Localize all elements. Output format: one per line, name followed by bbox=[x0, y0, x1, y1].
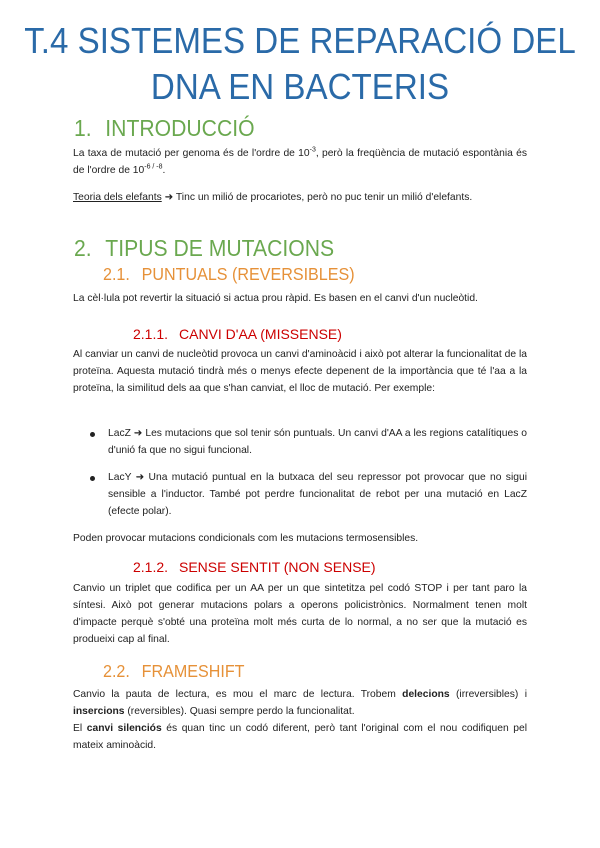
sense-sentit-paragraph: Canvio un triplet que codifica per un AA per un que sintetitza pel codó STOP i per tant paro la síntesi. Això pot generar mutacions polars a operons policistrònics. Normalment tenen molt d'impacte perquè s'obté una proteïna molt més curta de lo normal, a no ser que la mutació es produeixi cap al final. bbox=[73, 583, 527, 645]
title-line-2: DNA EN BACTERIS bbox=[150, 66, 450, 107]
bullet-lacy: LacY ➜ Una mutació puntual en la butxaca del seu repressor pot provocar que no sigui sensible a l'inductor. També pot perdre funcionalitat de rebot per una mutació en LacZ (efecte polar). bbox=[108, 472, 527, 517]
heading-tipus-mutacions bbox=[74, 234, 334, 262]
intro-text-b: , però la freqüència de mutació espontània és de l'ordre de 10 bbox=[73, 148, 527, 176]
intro-exponent-1: -3 bbox=[309, 146, 316, 154]
heading-number: 2.2. bbox=[103, 661, 130, 681]
heading-frameshift bbox=[103, 660, 245, 682]
frameshift-text-a: Canvio la pauta de lectura, es mou el marc de lectura. Trobem bbox=[73, 689, 403, 700]
heading-number: 2.1.2. bbox=[133, 559, 169, 575]
frameshift-text-b: (irreversibles) i bbox=[449, 689, 527, 700]
intro-exponent-2: -6 / -8 bbox=[144, 163, 163, 171]
heading-puntuals bbox=[103, 263, 355, 285]
intro-text-c: . bbox=[162, 165, 166, 176]
elephant-theory-text: ➜ Tinc un milió de procariotes, però no puc tenir un milió d'elefants. bbox=[161, 192, 473, 203]
heading-canvi-aa bbox=[133, 325, 342, 343]
bullet-dot bbox=[90, 476, 95, 481]
heading-text: SENSE SENTIT (NON SENSE) bbox=[179, 559, 376, 575]
conditional-mutations-paragraph: Poden provocar mutacions condicionals com les mutacions termosensibles. bbox=[73, 533, 419, 544]
heading-text: PUNTUALS (REVERSIBLES) bbox=[141, 264, 355, 284]
heading-sense-sentit bbox=[133, 558, 376, 576]
term-delecions: delecions bbox=[402, 689, 450, 700]
silent-text-a: El bbox=[73, 723, 87, 734]
heading-number: 2.1. bbox=[103, 264, 130, 284]
intro-paragraph bbox=[73, 145, 527, 179]
frameshift-paragraph bbox=[73, 686, 527, 720]
heading-text: TIPUS DE MUTACIONS bbox=[105, 235, 335, 261]
heading-text: CANVI D'AA (MISSENSE) bbox=[179, 326, 342, 342]
heading-introduccio bbox=[74, 114, 255, 142]
page-title bbox=[24, 18, 576, 110]
heading-number: 1. bbox=[74, 115, 92, 141]
intro-text-a: La taxa de mutació per genoma és de l'ordre de 10 bbox=[73, 148, 310, 159]
silent-change-paragraph bbox=[73, 720, 527, 754]
bullet-lacz: LacZ ➜ Les mutacions que sol tenir són puntuals. Un canvi d'AA a les regions catalítiques o d'unió fa que no sigui funcional. bbox=[108, 428, 527, 456]
term-insercions: insercions bbox=[73, 706, 125, 717]
heading-text: INTRODUCCIÓ bbox=[105, 115, 255, 141]
elephant-theory-paragraph bbox=[73, 189, 527, 206]
heading-text: FRAMESHIFT bbox=[141, 661, 245, 681]
heading-number: 2. bbox=[74, 235, 92, 261]
term-canvi-silencios: canvi silenciós bbox=[86, 723, 162, 734]
elephant-theory-label: Teoria dels elefants bbox=[73, 192, 162, 203]
puntuals-paragraph: La cèl·lula pot revertir la situació si actua prou ràpid. Es basen en el canvi d'un nucleòtid. bbox=[73, 293, 478, 304]
bullet-dot bbox=[90, 432, 95, 437]
silent-text-b: és quan tinc un codó diferent, però tant l'original com el nou codifiquen pel mateix aminoàcid. bbox=[73, 723, 527, 751]
title-line-1: T.4 SISTEMES DE REPARACIÓ DEL bbox=[24, 20, 576, 61]
heading-number: 2.1.1. bbox=[133, 326, 169, 342]
canvi-aa-paragraph: Al canviar un canvi de nucleòtid provoca un canvi d'aminoàcid i això pot alterar la funcionalitat de la proteïna. Aquesta mutació tindrà més o menys efecte depenent de la importància que té l'aa a la proteïna, la similitud dels aa que s'han canviat, el lloc de mutació. Per exemple: bbox=[73, 349, 527, 394]
frameshift-text-c: (reversibles). Quasi sempre perdo la funcionalitat. bbox=[124, 706, 355, 717]
